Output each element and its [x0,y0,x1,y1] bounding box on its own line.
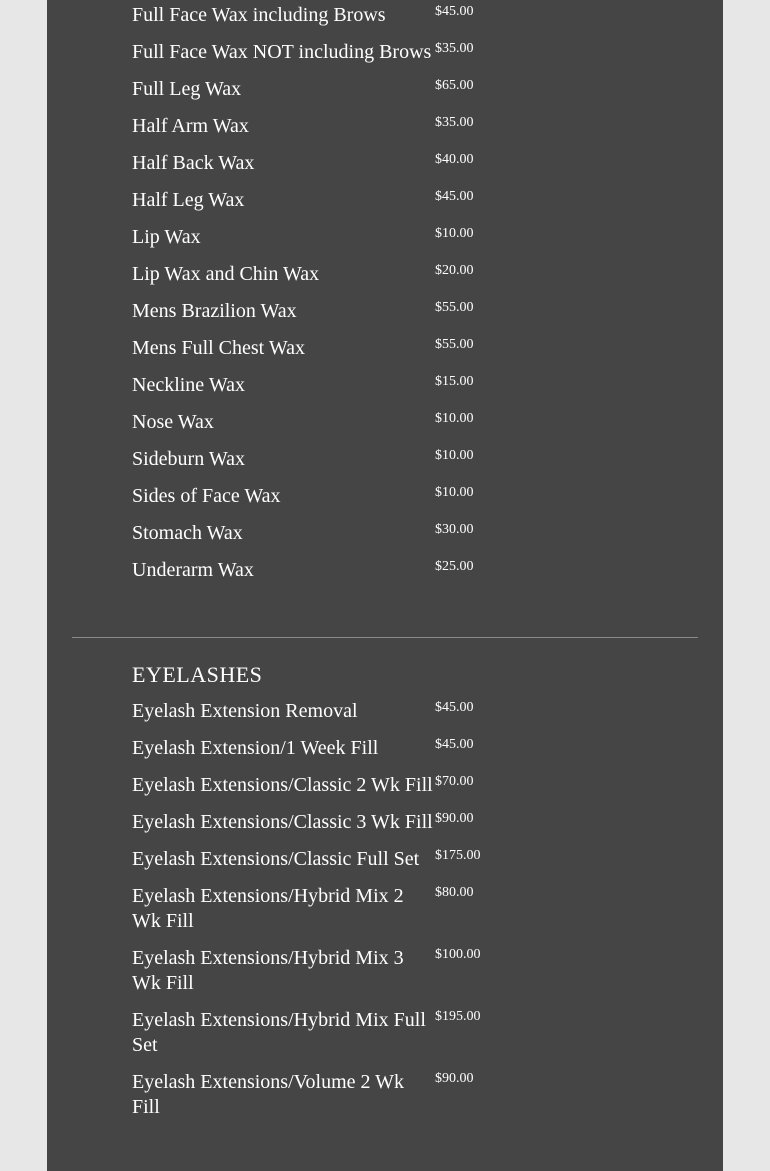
service-name: Eyelash Extensions/Classic 3 Wk Fill [132,811,433,833]
service-name: Mens Full Chest Wax [132,337,306,359]
service-name: Nose Wax [132,411,214,433]
service-row [132,521,652,546]
service-row [132,3,652,28]
service-price: $45.00 [435,189,474,204]
service-row [132,736,652,761]
service-name: Sides of Face Wax [132,485,281,507]
service-row [132,810,652,835]
service-row [132,447,652,472]
service-row [132,336,652,361]
service-row [132,484,652,509]
service-price: $35.00 [435,115,474,130]
service-row [132,884,652,934]
service-price: $45.00 [435,4,474,19]
service-row [132,262,652,287]
service-row [132,188,652,213]
service-price: $25.00 [435,559,474,574]
service-price: $55.00 [435,300,474,315]
service-row [132,40,652,65]
services-menu-panel [47,0,723,1171]
service-name: Mens Brazilion Wax [132,300,297,322]
service-name: Neckline Wax [132,374,245,396]
service-row [132,410,652,435]
service-name: Sideburn Wax [132,448,246,470]
service-name: Underarm Wax [132,559,254,581]
service-price: $195.00 [435,1009,481,1024]
service-name: Eyelash Extensions/Classic Full Set [132,848,420,870]
section-heading: EYELASHES [132,662,263,687]
service-row [132,773,652,798]
service-name: Half Back Wax [132,152,255,174]
service-price: $55.00 [435,337,474,352]
service-row [132,558,652,583]
service-price: $45.00 [435,700,474,715]
service-name: Eyelash Extension Removal [132,700,358,722]
service-price: $175.00 [435,848,481,863]
service-price: $30.00 [435,522,474,537]
service-price: $35.00 [435,41,474,56]
service-price: $70.00 [435,774,474,789]
service-price: $10.00 [435,448,474,463]
service-price: $90.00 [435,811,474,826]
service-row [132,373,652,398]
service-row [132,1070,652,1120]
service-name: Eyelash Extensions/Hybrid Mix Full Set [132,1009,426,1056]
service-price: $45.00 [435,737,474,752]
service-price: $10.00 [435,411,474,426]
service-row [132,77,652,102]
service-name: Eyelash Extensions/Classic 2 Wk Fill [132,774,433,796]
service-price: $40.00 [435,152,474,167]
service-row [132,151,652,176]
eyelash-services-section [132,659,652,1132]
service-name: Lip Wax and Chin Wax [132,263,320,285]
service-row [132,699,652,724]
service-row [132,225,652,250]
service-name: Full Face Wax including Brows [132,4,386,26]
service-name: Eyelash Extensions/Hybrid Mix 3 Wk Fill [132,947,404,994]
service-row [132,114,652,139]
service-price: $65.00 [435,78,474,93]
service-price: $100.00 [435,947,481,962]
service-name: Half Arm Wax [132,115,249,137]
wax-services-section [132,3,652,595]
service-price: $80.00 [435,885,474,900]
service-name: Full Leg Wax [132,78,242,100]
service-row [132,847,652,872]
service-name: Stomach Wax [132,522,243,544]
service-name: Half Leg Wax [132,189,245,211]
service-name: Eyelash Extensions/Hybrid Mix 2 Wk Fill [132,885,404,932]
service-price: $20.00 [435,263,474,278]
service-price: $10.00 [435,226,474,241]
service-name: Full Face Wax NOT including Brows [132,41,432,63]
service-price: $10.00 [435,485,474,500]
section-divider [72,637,698,638]
service-row [132,1008,652,1058]
service-price: $90.00 [435,1071,474,1086]
service-name: Eyelash Extensions/Volume 2 Wk Fill [132,1071,405,1118]
service-row [132,299,652,324]
service-name: Lip Wax [132,226,201,248]
service-price: $15.00 [435,374,474,389]
service-row [132,946,652,996]
service-name: Eyelash Extension/1 Week Fill [132,737,379,759]
